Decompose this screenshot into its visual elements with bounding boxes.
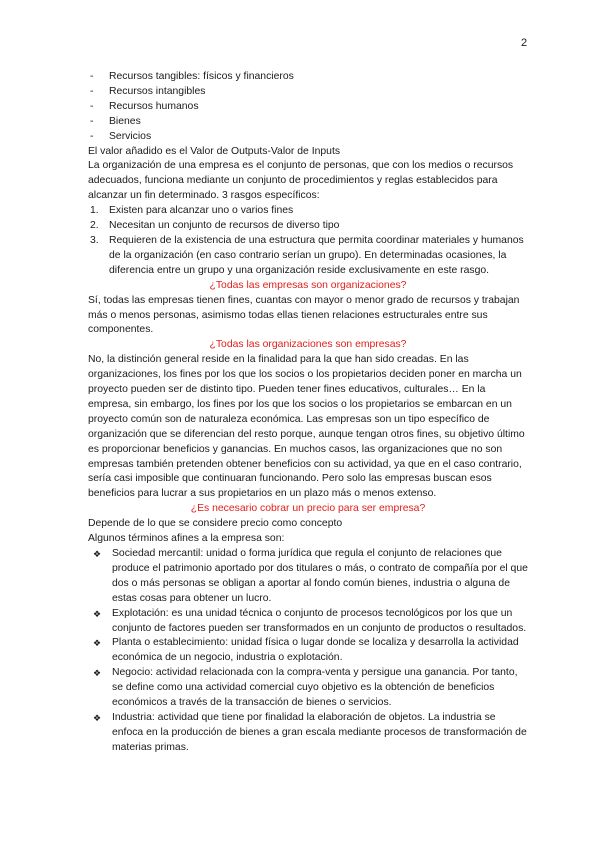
- question-heading: ¿Es necesario cobrar un precio para ser empresa?: [190, 503, 426, 515]
- term-text: Negocio: actividad relacionada con la compra-venta y persigue una ganancia. Por tanto, se define como una actividad comercial cuyo objetivo es la obtención de beneficios económicos a través de la transacción de bienes o servicios.: [112, 667, 518, 709]
- question-heading: ¿Todas las organizaciones son empresas?: [209, 339, 407, 351]
- trait-number: 3.: [90, 234, 99, 246]
- organization-definition: La organización de una empresa es el conjunto de personas, que con los medios o recursos adecuados, funciona mediante un conjunto de procedimientos y reglas establecidos para alcanzar un fin determinado. 3 rasgos específicos:: [88, 160, 514, 202]
- resource-text: Servicios: [109, 130, 152, 142]
- value-added-paragraph: El valor añadido es el Valor de Outputs-Valor de Inputs: [88, 145, 341, 157]
- terms-intro: Algunos términos afines a la empresa son:: [88, 533, 285, 545]
- list-item: [93, 636, 528, 666]
- list-item: [93, 666, 528, 711]
- answer-paragraph: Sí, todas las empresas tienen fines, cuantas con mayor o menor grado de recursos y trabajan más o menos personas, asimismo todas ellas tienen relaciones estructurales entre sus componentes.: [88, 294, 520, 336]
- term-text: Industria: actividad que tiene por finalidad la elaboración de objetos. La industria se enfoca en la producción de bienes a gran escala mediante procesos de transformación de materias primas.: [112, 711, 527, 753]
- trait-text: Requieren de la existencia de una estructura que permita coordinar materiales y humanos de la organización (en caso contrario serían un grupo). En determinadas ocasiones, la diferencia entre un grupo y una organización reside exclusivamente en este rasgo.: [109, 234, 524, 276]
- list-item: [90, 219, 528, 234]
- list-item: [93, 711, 528, 756]
- list-item: [93, 547, 528, 607]
- list-item: [90, 204, 528, 219]
- diamond-bullet-icon: ❖: [93, 608, 102, 619]
- list-item: - Recursos intangibles: [90, 85, 206, 97]
- page-content: [88, 70, 528, 756]
- terms-list: [88, 547, 528, 756]
- resources-list: [88, 70, 528, 145]
- list-item: - Recursos humanos: [90, 100, 199, 112]
- list-item: - Bienes: [90, 115, 141, 127]
- list-item: [93, 607, 528, 637]
- question-heading: ¿Todas las empresas son organizaciones?: [209, 279, 407, 291]
- answer-paragraph: No, la distinción general reside en la finalidad para la que han sido creadas. En las organizaciones, los fines por los que los socios o los propietarios deciden poner en marcha un proyecto pueden ser de distinto tipo. Pueden tener fines educativos, culturales… En la empresa, sin embargo, los fines por los que los socios o los propietarios se embarcan en un proyecto común son de naturaleza económica. Las empresas son un tipo específico de organización que se diferencian del resto porque, aunque tengan otros fines, su objetivo último es proporcionar beneficios y ganancias. En muchos casos, las organizaciones que no son empresas también pretenden obtener beneficios con su actividad, ya que en el caso contrario, sería casi imposible que continuaran funcionando. Pero solo las empresas buscan esos beneficios para lucrar a sus propietarios en un plazo más o menos extenso.: [88, 354, 525, 500]
- trait-number: 1.: [90, 205, 99, 217]
- resource-text: Recursos intangibles: [109, 85, 206, 97]
- term-text: Sociedad mercantil: unidad o forma jurídica que regula el conjunto de relaciones que produce el patrimonio aportado por dos titulares o más, o contrato de compañía por el que dos o más personas se obligan a aportar al fondo común bienes, industria o alguna de estas cosas para obtener un lucro.: [112, 548, 528, 604]
- page-number: 2: [521, 37, 528, 49]
- term-text: Planta o establecimiento: unidad física o lugar donde se localiza y desarrolla la actividad económica de un negocio, industria o explotación.: [112, 637, 519, 664]
- trait-text: Necesitan un conjunto de recursos de diverso tipo: [109, 220, 340, 232]
- list-item: - Servicios: [90, 130, 152, 142]
- diamond-bullet-icon: ❖: [93, 668, 102, 679]
- list-item: - Recursos tangibles: físicos y financieros: [90, 71, 294, 82]
- resource-text: Recursos humanos: [109, 100, 199, 112]
- resource-text: Bienes: [109, 115, 141, 127]
- diamond-bullet-icon: ❖: [93, 712, 102, 723]
- list-item: [90, 234, 528, 279]
- traits-list: [88, 204, 528, 279]
- diamond-bullet-icon: ❖: [93, 638, 102, 649]
- resource-text: Recursos tangibles: físicos y financieros: [109, 71, 294, 82]
- trait-number: 2.: [90, 220, 99, 232]
- diamond-bullet-icon: ❖: [93, 549, 102, 559]
- trait-text: Existen para alcanzar uno o varios fines: [109, 205, 294, 217]
- answer-paragraph: Depende de lo que se considere precio como concepto: [88, 518, 343, 530]
- term-text: Explotación: es una unidad técnica o conjunto de procesos tecnológicos por los que un conjunto de factores pueden ser transformados en un conjunto de productos o resultados.: [112, 607, 527, 634]
